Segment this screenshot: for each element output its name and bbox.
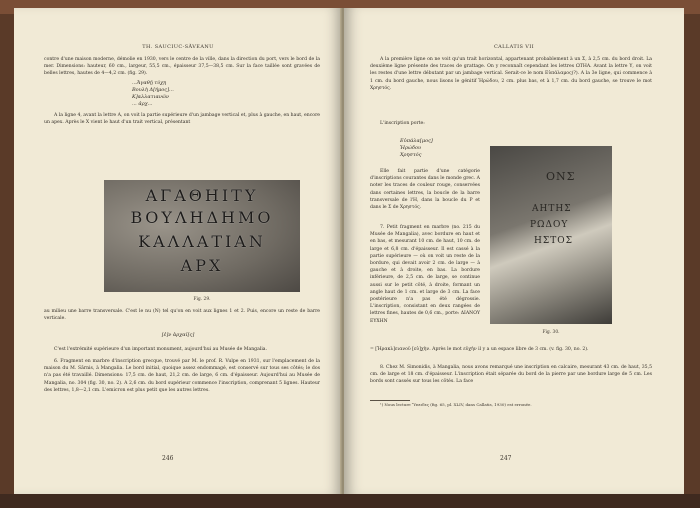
left-page-number: 246 [162, 455, 174, 462]
greek-line: Κ]αλλατιανῶν [132, 94, 170, 100]
fig-29-caption: Fig. 29. [193, 297, 211, 302]
right-paragraph-4: 7. Petit fragment en marbre (no. 215 du Musée de Mangalia), avec bordure en haut et en bas, et mesurant 10 cm. de haut, 10 cm. de large et 6,8 cm. d'épaisseur. Il est cassé à la partie supérieure — où on voit un reste de la bordure, qui devait avoir 2 cm. de large — à gauche et à droite, en bas. La bordure inférieure, de 2,5 cm. de large, se continue aussi sur le petit côté, à droite, formant un angle haut de 1 cm. et large de 3 cm. La face postérieure n'a pas été dégrossie. L'inscription, consistant en deux rangées de lettres fines, hautes de 0,6 cm., porte: ΔΙΑΝΟΥ ΕΥΧΗΝ [370, 225, 480, 324]
inscription-photo-fig30 [490, 146, 612, 324]
greek-line: Χρηστός [400, 152, 422, 158]
greek-line: ...Ἀγαθῇ τύχῃ [132, 80, 167, 86]
left-paragraph-4: C'est l'extrémité supérieure d'un important monument, aujourd'hui au Musée de Mangalia. [54, 347, 268, 352]
right-page [344, 8, 684, 494]
right-paragraph-6: 8. Chez M. Simonidis, à Mangalia, nous avons remarqué une inscription en calcaire, mesurant 43 cm. de haut, 35,5 cm. de large et 18 cm. d'épaisseur. L'inscription était séparée du bord de la pierre par une bordure large de 5 cm. Les bords sont cassés sur tous les côtés. La face [370, 365, 652, 385]
inscription-line: ΡΩΔΟΥ [530, 220, 569, 230]
left-paragraph-2: A la ligne 4, avant la lettre A, on voit la partie supérieure d'un jambage vertical et, plus à gauche, en haut, encore un apex. Après le X vient le haut d'un trait vertical, présentant [44, 113, 320, 126]
left-greek-center: [ἐ]ν ἀρχαῖ[ς] [161, 332, 195, 338]
inscription-line: ΚΑΛΛΑΤΙΑΝ [138, 232, 266, 251]
footnote-rule [370, 400, 410, 401]
fig-30-caption: Fig. 30. [542, 330, 560, 335]
left-running-head: TH. SAUCIUC-SĂVEANU [142, 44, 214, 50]
inscription-line: ΑΓΑΘΗΙΤΥ [145, 186, 259, 205]
right-paragraph-1: A la première ligne on ne voit qu'un trait horizontal, appartenant probablement à un Σ, à 2,5 cm. du bord droit. La deuxième ligne présente des traces de grattage. On y reconnaît cependant les lettres ΩΤΗΑ. Avant la lettre Υ, on voit les restes d'une lettre débutant par un jambage vertical. Serait-ce le nom Εὐπάλαμος(?). A la 3e ligne, qui commence à 1 cm. du bord gauche, nous lisons le génitif Ἡρώδου, 2 cm. plus bas, et à 1,7 cm. du bord gauche, se trouve le mot Χρηστός. [370, 57, 652, 91]
right-paragraph-3: Elle fait partie d'une catégorie d'inscriptions courantes dans le monde grec. A noter les traces de couleur rouge, conservées dans certaines lettres, la boucle de la barre transversale de l'H, dans la boucle du P et dans le Σ de Χρηστός. [370, 169, 480, 211]
right-footnote: ¹) Nous lecture Ὕπειδες (fig. 65, pl. XLIV, dans Callatis, 1930) est erronée. [380, 402, 532, 407]
inscription-photo-fig29 [104, 180, 300, 292]
left-page [14, 8, 342, 494]
greek-line: Βουλὴ Δ[ήμος]... [132, 87, 174, 93]
right-running-head: CALLATIS VII [493, 44, 535, 50]
inscription-line: ΑΡΧ [180, 256, 224, 275]
right-greek-block [400, 138, 490, 159]
greek-line: ... ἀρχ... [132, 101, 153, 107]
left-greek-block [132, 80, 252, 108]
left-paragraph-5: 6. Fragment en marbre d'inscription grecque, trouvé par M. le prof. R. Vulpe en 1931, sur l'emplacement de la maison du M. Sărnis, à Mangalia. Le bord initial, quoique assez endommagé, est conservé sur tous ses côtés; le dos n'a pas été travaillé. Dimensions: 17,5 cm. de haut, 21,2 cm. de large, 6 cm. d'épaisseur. Aujourd'hui au Musée de Mangalia, no. 304 (fig. 30, no. 2). A 2,6 cm. du bord supérieur commence l'inscription, comprenant 5 lignes. Hauteur des lettres, 1,8—2,1 cm. L'emicron est plus petit que les autres lettres. [44, 359, 320, 393]
inscription-line: ΒΟΥΛΗΔΗΜΟ [130, 208, 274, 227]
greek-line: Ἡρώδου [400, 145, 422, 151]
left-paragraph-1: contre d'une maison moderne, démolie en 1930, vers le centre de la ville, dans la direction du port, vers le bord de la mer. Dimensions: hauteur, 60 cm., largeur, 55,5 cm., épaisseur 37,5—38,5 cm. Sur la face taillée sont gravées de belles lettres, hautes de 4—4,2 cm. (fig. 29). [44, 57, 320, 77]
left-paragraph-3: au milieu une barre transversale. C'est le nu (N) tel qu'on en voit aux lignes 1 et 2. Puis, encore un reste de barre verticale. [44, 309, 320, 322]
inscription-line: ΟΝΣ [546, 170, 576, 183]
right-paragraph-5: = [Ἡρακλ]ειανοῦ [εὐ]χὴν. Après le mot εὐχὴν il y a un espace libre de 3 cm. (v. fig. 30, no. 2). [370, 347, 589, 352]
inscription-line: ΑΗΤΗΣ [532, 204, 572, 214]
inscription-line: ΗΣΤΟΣ [534, 236, 573, 246]
right-paragraph-2: L'inscription porte: [380, 121, 425, 126]
greek-line: Εὐπάλα[μος] [400, 138, 433, 144]
bottom-edge [0, 494, 700, 508]
right-page-number: 247 [500, 455, 512, 462]
